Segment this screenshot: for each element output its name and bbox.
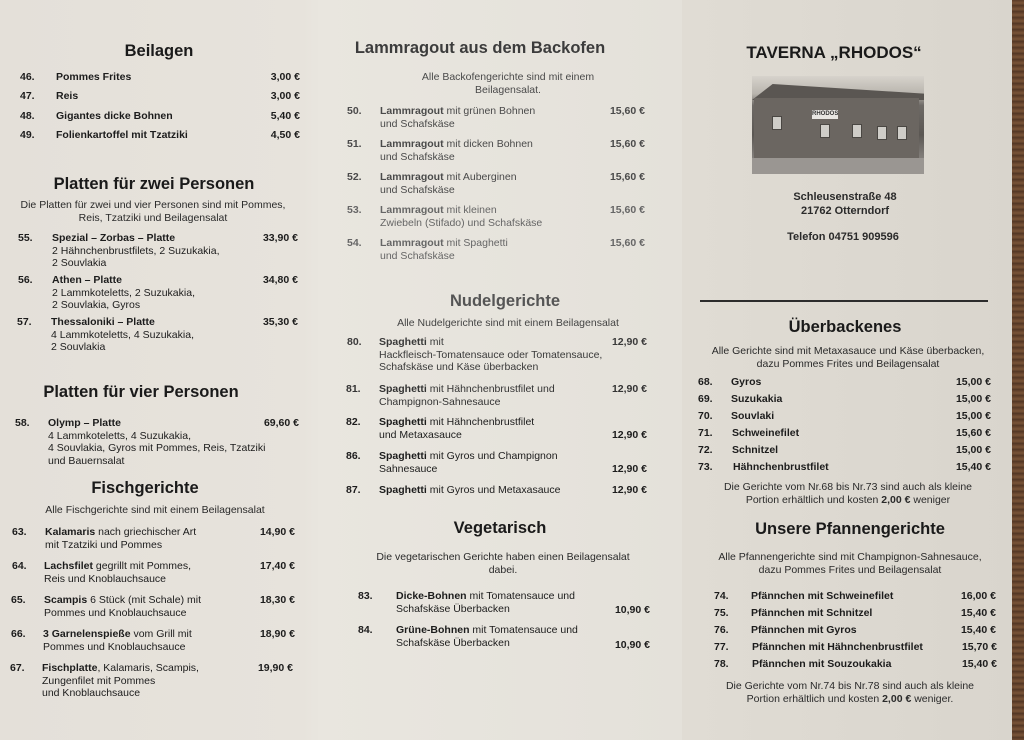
section-note: Alle Pfannengerichte sind mit Champignon-Sahnesauce, dazu Pommes Frites und Beilagensalat [718, 551, 982, 576]
menu-flyer: Beilagen 46. Pommes Frites 3,00 € 47. Reis 3,00 € 48. Gigantes dicke Bohnen 5,40 € 49. Folienkartoffel mit Tzatziki 4,50 € Platten für zwei Personen Die Platten für zwei und vier Personen sind mit Pommes, Reis, Tzatziki und Beilagensalat 55. Spezial – Zorbas – Platte 2 Hähnchenbrustfilets, 2 Suzukakia, 2 Souvlakia 33,90 € 56. Athen – Platte 2 Lammkoteletts, 2 Suzukakia, 2 Souvlakia, Gyros 34,80 € 57. Thessaloniki – Platte 4 Lammkoteletts, 4 Suzukakia, 2 Souvlakia 35,30 € Platten für vier Personen 58. Olymp – Platte 4 Lammkoteletts, 4 Suzukakia, 4 Souvlakia, Gyros mit Pommes, Reis, Tzatziki und Bauernsalat 69,60 € Fischgerichte Alle Fischgerichte sind mit einem Beilagensalat 63. Kalamaris nach griechischer Art mit Tzatziki und Pommes 14,90 € 64. Lachsfilet gegrillt mit Pommes, Reis und Knoblauchsauce 17,40 € 65. Scampis 6 Stück (mit Schale) mit Pommes und Knoblauchsauce 18,30 € 66. 3 Garnelenspieße vom Grill mit Pommes und Knoblauchsauce 18,90 € 67. Fischplatte, Kalamaris, Scampis, Zungenfilet mit Pommes und Knoblauchsauce 19,90 € Lammragout aus dem Backofen Alle Backofengerichte sind mit einem Beilagensalat. 50. Lammragout mit grünen Bohnen und Schafskäse 15,60 € 51. Lammragout mit dicken Bohnen und Schafskäse 15,60 € 52. Lammragout mit Auberginen und Schafskäse 15,60 € 53. Lammragout mit kleinen Zwiebeln (Stifado) und Schafskäse 15,60 € 54. Lammragout mit Spaghetti und Schafskäse 15,60 € Nudelgerichte Alle Nudelgerichte sind mit einem Beilagensalat 80. Spaghetti mit Hackfleisch-Tomatensauce oder Tomatensauce, Schafskäse und Käse überbacken 12,90 € 81. Spaghetti mit Hähnchenbrustfilet und Champignon-Sahnesauce 12,90 € 82. Spaghetti mit Hähnchenbrustfilet und Metaxasauce 12,90 € 86. Spaghetti mit Gyros und Champignon Sahnesauce 12,90 € 87. Spaghetti mit Gyros und Metaxasauce 12,90 € Vegetarisch Die vegetarischen Gerichte haben einen Beilagensalat dabei. 83. Dicke-Bohnen mit Tomatensauce und Schafskäse Überbacken 10,90 € 84. Grüne-Bohnen mit Tomatensauce und Schafskäse Überbacken 10,90 € TAVERNA „RHODOS“ RHODOS Schleusenstraße 48 21762 Otterndorf Telefon 04751 909596 Überbackenes Alle Gerichte sind mit Metaxasauce und Käse überbacken, dazu Pommes Frites und Beilagensalat 68. Gyros 15,00 € 69. Suzukakia 15,00 € 70. Souvlaki 15,00 € 71. Schweinefilet 15,60 € 72. Schnitzel 15,00 € 73. Hähnchenbrustfilet 15,40 € Die Gerichte vom Nr.68 bis Nr.73 sind auch als kleine Portion erhältlich und kosten 2,00 € weniger Unsere Pfannengerichte Alle Pfannengerichte sind mit Champignon-Sahnesauce, dazu Pommes Frites und Beilagensalat 74. Pfännchen mit Schweinefilet 16,00 € 75. Pfännchen mit Schnitzel 15,40 € 76. Pfännchen mit Gyros 15,40 € 77. Pfännchen mit Hähnchenbrustfilet 15,70 € 78. Pfännchen mit Souzoukakia 15,40 € Die Gerichte vom Nr.74 bis Nr.78 sind auch als kleine Portion erhältlich und kosten 2,00 € weniger. [0, 0, 1012, 740]
section-title-platten-zwei: Platten für zwei Personen [53, 175, 255, 193]
section-note: Alle Backofengerichte sind mit einem Beilagensalat. [421, 71, 595, 96]
section-title-ueberbackenes: Überbackenes [788, 318, 902, 336]
section-title-nudel: Nudelgerichte [449, 292, 561, 310]
section-footnote: Die Gerichte vom Nr.68 bis Nr.73 sind auch als kleine Portion erhältlich und kosten 2,00 € weniger [723, 481, 973, 506]
section-title-fisch: Fischgerichte [91, 479, 199, 497]
table-surface-edge [1010, 0, 1024, 740]
restaurant-phone: Telefon 04751 909596 [787, 231, 899, 243]
section-title-beilagen: Beilagen [124, 42, 194, 60]
restaurant-name: TAVERNA „RHODOS“ [746, 43, 922, 62]
section-note: Alle Gerichte sind mit Metaxasauce und Käse überbacken, dazu Pommes Frites und Beilagensalat [711, 345, 985, 370]
restaurant-building-photo [752, 76, 924, 174]
menu-panel-middle: Lammragout aus dem Backofen Alle Backofengerichte sind mit einem Beilagensalat. 50. Lammragout mit grünen Bohnen und Schafskäse 15,60 € 51. Lammragout mit dicken Bohnen und Schafskäse 15,60 € 52. Lammragout mit Auberginen und Schafskäse 15,60 € 53. Lammragout mit kleinen Zwiebeln (Stifado) und Schafskäse 15,60 € 54. Lammragout mit Spaghetti und Schafskäse 15,60 € Nudelgerichte Alle Nudelgerichte sind mit einem Beilagensalat 80. Spaghetti mit Hackfleisch-Tomatensauce oder Tomatensauce, Schafskäse und Käse überbacken 12,90 € 81. Spaghetti mit Hähnchenbrustfilet und Champignon-Sahnesauce 12,90 € 82. Spaghetti mit Hähnchenbrustfilet und Metaxasauce 12,90 € 86. Spaghetti mit Gyros und Champignon Sahnesauce 12,90 € 87. Spaghetti mit Gyros und Metaxasauce 12,90 € Vegetarisch Die vegetarischen Gerichte haben einen Beilagensalat dabei. 83. Dicke-Bohnen mit Tomatensauce und Schafskäse Überbacken 10,90 € 84. Grüne-Bohnen mit Tomatensauce und Schafskäse Überbacken 10,90 € [318, 0, 682, 740]
section-title-platten-vier: Platten für vier Personen [43, 383, 239, 401]
section-note: Die vegetarischen Gerichte haben einen Beilagensalat dabei. [376, 551, 630, 576]
restaurant-address: Schleusenstraße 48 21762 Otterndorf [793, 191, 897, 217]
section-note: Alle Nudelgerichte sind mit einem Beilagensalat [397, 317, 619, 329]
menu-panel-left: Beilagen 46. Pommes Frites 3,00 € 47. Reis 3,00 € 48. Gigantes dicke Bohnen 5,40 € 49. Folienkartoffel mit Tzatziki 4,50 € Platten für zwei Personen Die Platten für zwei und vier Personen sind mit Pommes, Reis, Tzatziki und Beilagensalat 55. Spezial – Zorbas – Platte 2 Hähnchenbrustfilets, 2 Suzukakia, 2 Souvlakia 33,90 € 56. Athen – Platte 2 Lammkoteletts, 2 Suzukakia, 2 Souvlakia, Gyros 34,80 € 57. Thessaloniki – Platte 4 Lammkoteletts, 4 Suzukakia, 2 Souvlakia 35,30 € Platten für vier Personen 58. Olymp – Platte 4 Lammkoteletts, 4 Suzukakia, 4 Souvlakia, Gyros mit Pommes, Reis, Tzatziki und Bauernsalat 69,60 € Fischgerichte Alle Fischgerichte sind mit einem Beilagensalat 63. Kalamaris nach griechischer Art mit Tzatziki und Pommes 14,90 € 64. Lachsfilet gegrillt mit Pommes, Reis und Knoblauchsauce 17,40 € 65. Scampis 6 Stück (mit Schale) mit Pommes und Knoblauchsauce 18,30 € 66. 3 Garnelenspieße vom Grill mit Pommes und Knoblauchsauce 18,90 € 67. Fischplatte, Kalamaris, Scampis, Zungenfilet mit Pommes und Knoblauchsauce 19,90 € [0, 0, 318, 740]
photo-sign: RHODOS [812, 111, 839, 117]
section-title-lammragout: Lammragout aus dem Backofen [354, 39, 606, 57]
section-footnote: Die Gerichte vom Nr.74 bis Nr.78 sind auch als kleine Portion erhältlich und kosten 2,00 € weniger. [725, 680, 975, 705]
section-divider [700, 300, 988, 302]
section-title-vegetarisch: Vegetarisch [453, 519, 547, 537]
section-title-pfannen: Unsere Pfannengerichte [755, 520, 945, 538]
section-note: Die Platten für zwei und vier Personen sind mit Pommes, Reis, Tzatziki und Beilagensalat [20, 199, 286, 224]
section-note: Alle Fischgerichte sind mit einem Beilagensalat [45, 504, 265, 516]
